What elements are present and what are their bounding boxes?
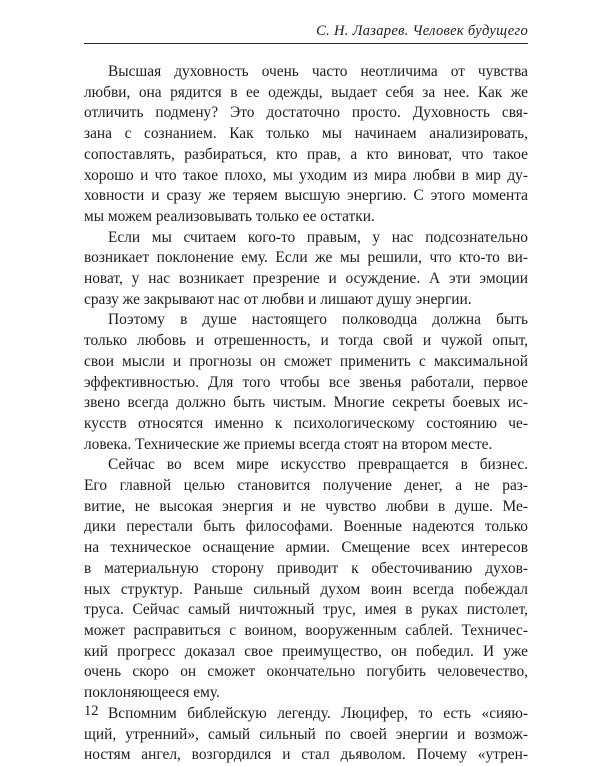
- text-line: очень скоро он сможет окончательно погубить человечество,: [84, 663, 528, 681]
- text-line: любви, она рядится в ее одежды, выдает себя за нее. Как же: [84, 83, 528, 101]
- paragraph-2: [84, 228, 528, 311]
- text-line: ностям ангел, возгордился и стал дьяволом. Почему «утрен-: [84, 746, 528, 764]
- text-line: мы можем реализовывать только ее остатки.: [84, 207, 375, 225]
- text-line: Его главной целью становится получение денег, а не раз-: [84, 477, 528, 495]
- text-line: кий прогресс доказал свое преимущество, он победил. И уже: [84, 642, 528, 660]
- header-rule: [84, 43, 528, 44]
- text-line: сопоставлять, разбираться, кто прав, а кто виноват, что такое: [84, 145, 528, 163]
- text-line: ховности и сразу же теряем высшую энергию. С этого момента: [84, 187, 528, 205]
- text-line: поклоняющееся ему.: [84, 684, 220, 702]
- text-line: дики перестали быть философами. Военные надеются только: [84, 518, 528, 536]
- text-line: эффективностью. Для того чтобы все звенья работали, первое: [84, 373, 528, 391]
- paragraph-4: [84, 455, 528, 703]
- text-line: Сейчас во всем мире искусство превращается в бизнес.: [108, 456, 528, 474]
- text-line: ловека. Технические же приемы всегда стоят на втором месте.: [84, 435, 493, 453]
- running-header: С. Н. Лазарев. Человек будущего: [316, 23, 528, 39]
- text-line: Если мы считаем кого-то правым, у нас подсознательно: [108, 228, 528, 246]
- text-line: щий, утренний», самый сильный по своей энергии и возмож-: [84, 725, 528, 743]
- text-line: труса. Сейчас самый ничтожный трус, имея в руках пистолет,: [84, 601, 528, 619]
- text-line: кусств относятся именно к психологическому состоянию че-: [84, 414, 528, 432]
- text-line: только любовь и отрешенность, и тогда свой и чужой опыт,: [84, 332, 528, 350]
- text-line: зана с сознанием. Как только мы начинаем анализировать,: [84, 125, 528, 143]
- text-line: звено всегда должно быть чистым. Многие секреты боевых ис-: [84, 394, 528, 412]
- text-line: витие, не высокая энергия и не чувство любви в душе. Ме-: [84, 497, 528, 515]
- text-line: Вспомним библейскую легенду. Люцифер, то есть «сияю-: [108, 704, 528, 722]
- text-line: в материальную сторону приводит к обесточиванию духов-: [84, 559, 528, 577]
- paragraph-5: [84, 704, 528, 766]
- body-text: [84, 62, 528, 766]
- text-line: свои мысли и прогнозы он сможет применить с максимальной: [84, 352, 528, 370]
- paragraph-3: [84, 310, 528, 455]
- text-line: может расправиться с воином, вооруженным саблей. Техничес-: [84, 621, 528, 639]
- text-line: новат, у нас возникает презрение и осуждение. А эти эмоции: [84, 270, 528, 288]
- text-line: Поэтому в душе настоящего полководца должна быть: [108, 311, 528, 329]
- text-line: возникает поклонение ему. Если же мы решили, что кто-то ви-: [84, 249, 528, 267]
- text-line: ных структур. Раньше сильный духом воин всегда побеждал: [84, 580, 528, 598]
- text-line: на техническое оснащение армии. Смещение всех интересов: [84, 539, 528, 557]
- text-line: сразу же закрывают нас от любви и лишают душу энергии.: [84, 290, 472, 308]
- text-line: отличить подмену? Это достаточно просто. Духовность свя-: [84, 104, 528, 122]
- page-number: 12: [84, 703, 99, 719]
- text-line: хорошо и что такое плохо, мы уходим из мира любви в мир ду-: [84, 166, 528, 184]
- paragraph-1: [84, 62, 528, 228]
- text-line: Высшая духовность очень часто неотличима от чувства: [108, 63, 528, 80]
